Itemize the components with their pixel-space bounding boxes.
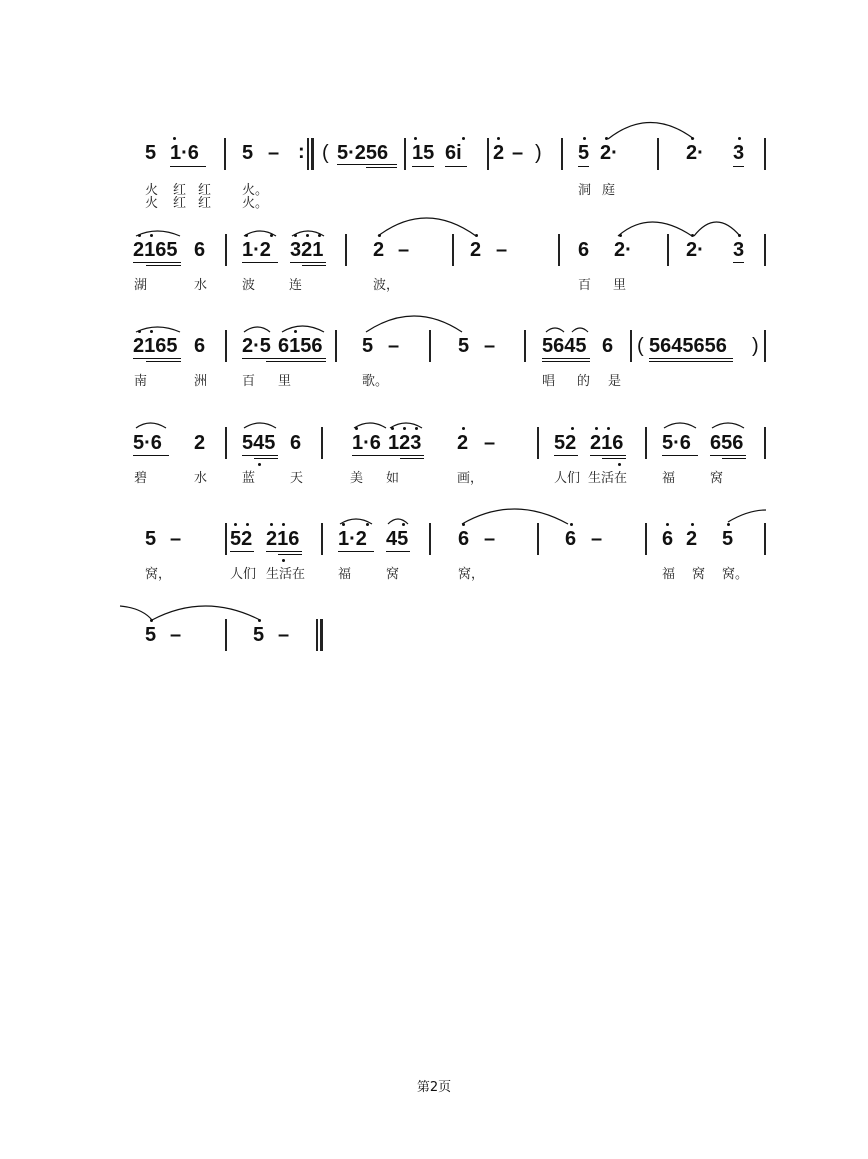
underline bbox=[733, 262, 744, 263]
barline bbox=[345, 234, 347, 266]
slur bbox=[282, 326, 324, 332]
underline bbox=[445, 166, 467, 167]
slur bbox=[152, 606, 260, 620]
underline bbox=[278, 554, 302, 555]
octave-dot bbox=[245, 234, 248, 237]
underline bbox=[230, 551, 254, 552]
octave-dot bbox=[270, 523, 273, 526]
underline bbox=[722, 458, 746, 459]
octave-dot bbox=[403, 427, 406, 430]
final-barline bbox=[316, 619, 318, 651]
paren-open: ( bbox=[637, 335, 644, 357]
underline bbox=[386, 551, 410, 552]
lyric: 火 bbox=[145, 196, 159, 211]
octave-dot bbox=[138, 330, 141, 333]
underline bbox=[266, 361, 326, 362]
octave-dot bbox=[571, 427, 574, 430]
octave-dot bbox=[462, 427, 465, 430]
octave-dot bbox=[691, 523, 694, 526]
paren-open: ( bbox=[322, 142, 329, 164]
note: 6156 bbox=[278, 335, 323, 357]
slur bbox=[572, 328, 588, 332]
octave-dot bbox=[282, 523, 285, 526]
note: 2·5 bbox=[242, 335, 271, 357]
lyric: 洞 bbox=[578, 183, 592, 198]
note: 5 bbox=[253, 624, 265, 646]
dash: – bbox=[388, 335, 400, 357]
note: 1·6 bbox=[170, 142, 199, 164]
underline bbox=[337, 164, 397, 165]
underline bbox=[338, 551, 374, 552]
note: 2 bbox=[457, 432, 469, 454]
note: 5 bbox=[242, 142, 254, 164]
lyric: 庭 bbox=[602, 183, 616, 198]
lyric: 如 bbox=[386, 471, 400, 486]
underline bbox=[388, 455, 424, 456]
dash: – bbox=[484, 335, 496, 357]
lyric: 红 bbox=[173, 196, 187, 211]
slur bbox=[388, 519, 408, 524]
octave-dot bbox=[246, 523, 249, 526]
slur bbox=[712, 423, 744, 428]
slur bbox=[546, 328, 564, 332]
slur bbox=[694, 222, 740, 236]
lyric: 波 bbox=[242, 278, 256, 293]
lyric: 是 bbox=[608, 374, 622, 389]
lyric: 人们 bbox=[230, 567, 257, 582]
octave-dot bbox=[497, 137, 500, 140]
slur bbox=[354, 423, 386, 428]
barline bbox=[630, 330, 632, 362]
slur bbox=[462, 509, 568, 524]
lyric: 唱 bbox=[542, 374, 556, 389]
octave-dot bbox=[402, 523, 405, 526]
underline bbox=[170, 166, 206, 167]
underline bbox=[590, 455, 626, 456]
lyric: 洲 bbox=[194, 374, 208, 389]
octave-dot bbox=[605, 137, 608, 140]
lyric: 红 bbox=[198, 196, 212, 211]
barline bbox=[452, 234, 454, 266]
slur bbox=[136, 327, 180, 332]
underline bbox=[133, 262, 181, 263]
paren-close: ) bbox=[535, 142, 542, 164]
barline bbox=[225, 619, 227, 651]
octave-dot bbox=[619, 234, 622, 237]
octave-dot bbox=[607, 427, 610, 430]
lyric: 窝 bbox=[692, 567, 706, 582]
note: 6 bbox=[458, 528, 470, 550]
lyric: 福 bbox=[662, 567, 676, 582]
underline bbox=[146, 361, 181, 362]
lyric: 百 bbox=[242, 374, 256, 389]
lyric: 火。 bbox=[242, 183, 269, 198]
paren-close: ) bbox=[752, 335, 759, 357]
dash: – bbox=[512, 142, 524, 164]
slur bbox=[664, 423, 696, 428]
underline bbox=[400, 458, 424, 459]
note: 2165 bbox=[133, 335, 178, 357]
note: 2· bbox=[686, 142, 704, 164]
repeat-barline bbox=[311, 138, 314, 170]
octave-dot bbox=[666, 523, 669, 526]
note: 656 bbox=[710, 432, 744, 454]
octave-dot bbox=[234, 523, 237, 526]
barline bbox=[537, 523, 539, 555]
octave-dot bbox=[391, 427, 394, 430]
note: 5 bbox=[578, 142, 590, 164]
octave-dot bbox=[355, 427, 358, 430]
lyric: 窝， bbox=[145, 567, 172, 582]
octave-dot bbox=[570, 523, 573, 526]
lyric: 连 bbox=[289, 278, 303, 293]
lyric: 火。 bbox=[242, 196, 269, 211]
lyric: 碧 bbox=[134, 471, 148, 486]
dash: – bbox=[496, 239, 508, 261]
note: 1·2 bbox=[338, 528, 367, 550]
slur bbox=[618, 222, 692, 236]
note: 545 bbox=[242, 432, 276, 454]
barline bbox=[224, 138, 226, 170]
barline bbox=[537, 427, 539, 459]
barline bbox=[524, 330, 526, 362]
note: 2· bbox=[600, 142, 618, 164]
barline bbox=[429, 330, 431, 362]
note: 1·2 bbox=[242, 239, 271, 261]
note: 5 bbox=[362, 335, 374, 357]
underline bbox=[242, 262, 278, 263]
lyric: 歌。 bbox=[362, 374, 389, 389]
repeat-barline bbox=[307, 138, 309, 170]
barline bbox=[335, 330, 337, 362]
octave-dot bbox=[150, 330, 153, 333]
note: 5 bbox=[145, 624, 157, 646]
note: 2 bbox=[686, 528, 698, 550]
lyric: 百 bbox=[578, 278, 592, 293]
note: 216 bbox=[266, 528, 300, 550]
underline bbox=[254, 458, 278, 459]
underline bbox=[302, 265, 326, 266]
barline bbox=[225, 330, 227, 362]
lyric: 湖 bbox=[134, 278, 148, 293]
underline bbox=[733, 166, 744, 167]
barline bbox=[225, 234, 227, 266]
note: 321 bbox=[290, 239, 324, 261]
barline bbox=[764, 234, 766, 266]
underline bbox=[242, 358, 326, 359]
dash: – bbox=[484, 432, 496, 454]
barline bbox=[645, 523, 647, 555]
note: 6 bbox=[290, 432, 302, 454]
note: 5·6 bbox=[662, 432, 691, 454]
note: 52 bbox=[230, 528, 253, 550]
octave-dot bbox=[595, 427, 598, 430]
note: 5·256 bbox=[337, 142, 389, 164]
note: 5645656 bbox=[649, 335, 727, 357]
barline bbox=[667, 234, 669, 266]
lyric: 南 bbox=[134, 374, 148, 389]
note: 2· bbox=[686, 239, 704, 261]
slur bbox=[378, 218, 476, 236]
underline bbox=[133, 455, 169, 456]
lyric: 生活在 bbox=[266, 567, 306, 582]
barline bbox=[225, 523, 227, 555]
dash: – bbox=[170, 624, 182, 646]
octave-dot bbox=[415, 427, 418, 430]
barline bbox=[558, 234, 560, 266]
underline bbox=[146, 265, 181, 266]
lyric: 人们 bbox=[554, 471, 581, 486]
barline bbox=[404, 138, 406, 170]
octave-dot-low bbox=[258, 463, 261, 466]
lyric: 生活在 bbox=[588, 471, 628, 486]
octave-dot bbox=[138, 234, 141, 237]
underline bbox=[542, 361, 590, 362]
slur bbox=[244, 327, 270, 332]
note: 5 bbox=[722, 528, 734, 550]
lyric: 窝。 bbox=[722, 567, 749, 582]
underline bbox=[542, 358, 590, 359]
octave-dot bbox=[150, 234, 153, 237]
lyric: 蓝 bbox=[242, 471, 256, 486]
barline bbox=[657, 138, 659, 170]
note: 52 bbox=[554, 432, 577, 454]
octave-dot bbox=[294, 330, 297, 333]
note: 2· bbox=[614, 239, 632, 261]
note: 6 bbox=[194, 239, 206, 261]
octave-dot bbox=[583, 137, 586, 140]
octave-dot-low bbox=[618, 463, 621, 466]
octave-dot bbox=[691, 137, 694, 140]
lyric: 窝 bbox=[710, 471, 724, 486]
lyric: 福 bbox=[338, 567, 352, 582]
barline bbox=[561, 138, 563, 170]
note: 6i bbox=[445, 142, 462, 164]
octave-dot bbox=[691, 234, 694, 237]
octave-dot bbox=[342, 523, 345, 526]
lyric: 波， bbox=[373, 278, 400, 293]
slur bbox=[728, 510, 766, 522]
note: 1·6 bbox=[352, 432, 381, 454]
lyric: 画， bbox=[457, 471, 484, 486]
lyric: 窝 bbox=[386, 567, 400, 582]
underline bbox=[290, 262, 326, 263]
barline bbox=[764, 138, 766, 170]
underline bbox=[649, 361, 733, 362]
octave-dot bbox=[738, 234, 741, 237]
note: 2 bbox=[493, 142, 505, 164]
slur bbox=[136, 423, 166, 428]
note: 15 bbox=[412, 142, 435, 164]
slur bbox=[244, 423, 276, 428]
note: 5645 bbox=[542, 335, 587, 357]
underline bbox=[662, 455, 698, 456]
slur bbox=[366, 316, 462, 332]
octave-dot bbox=[306, 234, 309, 237]
underline bbox=[352, 455, 388, 456]
octave-dot bbox=[258, 619, 261, 622]
lyric: 窝， bbox=[458, 567, 485, 582]
lyric: 的 bbox=[577, 374, 591, 389]
note: 123 bbox=[388, 432, 422, 454]
underline bbox=[366, 167, 397, 168]
underline bbox=[710, 455, 746, 456]
repeat-dots: : bbox=[298, 141, 305, 163]
barline bbox=[764, 427, 766, 459]
note: 5·6 bbox=[133, 432, 162, 454]
note: 3 bbox=[733, 142, 745, 164]
barline bbox=[645, 427, 647, 459]
lyric: 红 bbox=[173, 183, 187, 198]
underline bbox=[554, 455, 578, 456]
dash: – bbox=[268, 142, 280, 164]
note: 6 bbox=[194, 335, 206, 357]
slur bbox=[608, 123, 694, 140]
dash: – bbox=[278, 624, 290, 646]
underline bbox=[578, 166, 589, 167]
underline bbox=[649, 358, 733, 359]
note: 2 bbox=[470, 239, 482, 261]
octave-dot bbox=[294, 234, 297, 237]
underline bbox=[602, 458, 626, 459]
lyric: 天 bbox=[290, 471, 304, 486]
final-barline bbox=[320, 619, 323, 651]
octave-dot bbox=[318, 234, 321, 237]
barline bbox=[321, 427, 323, 459]
octave-dot bbox=[150, 619, 153, 622]
lyric: 福 bbox=[662, 471, 676, 486]
lyric: 火 bbox=[145, 183, 159, 198]
note: 6 bbox=[602, 335, 614, 357]
octave-dot bbox=[414, 137, 417, 140]
note: 5 bbox=[145, 528, 157, 550]
barline bbox=[487, 138, 489, 170]
note: 216 bbox=[590, 432, 624, 454]
note: 5 bbox=[145, 142, 157, 164]
lyric: 里 bbox=[613, 278, 627, 293]
lyric: 水 bbox=[194, 471, 208, 486]
underline bbox=[412, 166, 434, 167]
octave-dot-low bbox=[282, 559, 285, 562]
octave-dot bbox=[270, 234, 273, 237]
note: 6 bbox=[578, 239, 590, 261]
lyric: 里 bbox=[278, 374, 292, 389]
barline bbox=[321, 523, 323, 555]
note: 2165 bbox=[133, 239, 178, 261]
dash: – bbox=[398, 239, 410, 261]
barline bbox=[764, 523, 766, 555]
dash: – bbox=[591, 528, 603, 550]
underline bbox=[242, 455, 278, 456]
note: 2 bbox=[194, 432, 206, 454]
octave-dot bbox=[378, 234, 381, 237]
note: 6 bbox=[662, 528, 674, 550]
page-number: 第2页 bbox=[416, 1080, 452, 1095]
note: 3 bbox=[733, 239, 745, 261]
note: 45 bbox=[386, 528, 409, 550]
note: 6 bbox=[565, 528, 577, 550]
octave-dot bbox=[727, 523, 730, 526]
note: 5 bbox=[458, 335, 470, 357]
lyric: 水 bbox=[194, 278, 208, 293]
octave-dot bbox=[173, 137, 176, 140]
octave-dot bbox=[462, 523, 465, 526]
underline bbox=[266, 551, 302, 552]
barline bbox=[764, 330, 766, 362]
dash: – bbox=[170, 528, 182, 550]
dash: – bbox=[484, 528, 496, 550]
note: 2 bbox=[373, 239, 385, 261]
slur bbox=[136, 231, 180, 236]
barline bbox=[225, 427, 227, 459]
octave-dot bbox=[475, 234, 478, 237]
underline bbox=[133, 358, 181, 359]
barline bbox=[429, 523, 431, 555]
lyric: 美 bbox=[350, 471, 364, 486]
octave-dot bbox=[366, 523, 369, 526]
octave-dot bbox=[462, 137, 465, 140]
lyric: 红 bbox=[198, 183, 212, 198]
octave-dot bbox=[738, 137, 741, 140]
slur bbox=[120, 606, 152, 620]
